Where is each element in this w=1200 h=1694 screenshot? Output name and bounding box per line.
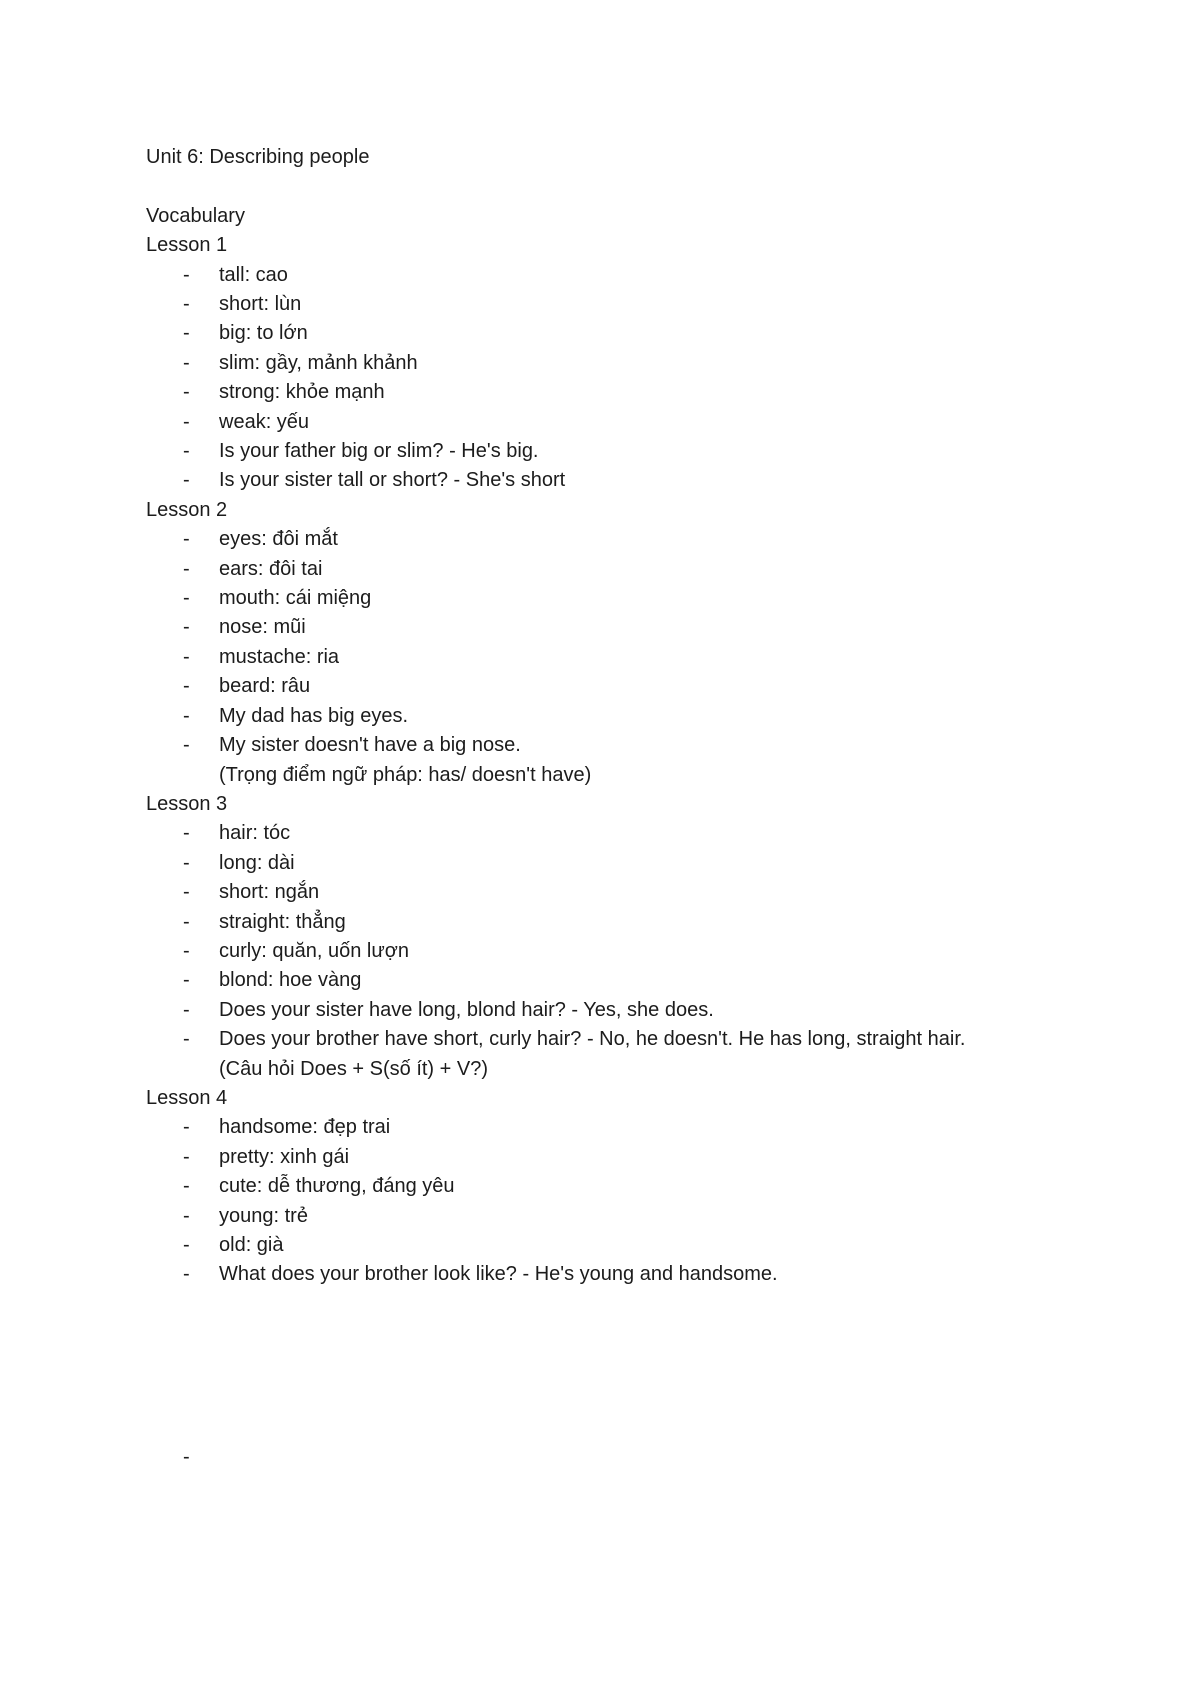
list-item — [146, 349, 1106, 378]
list-item — [146, 466, 1106, 495]
list-item — [146, 584, 1106, 613]
bullet-dash: - — [183, 1175, 190, 1198]
list-item — [146, 261, 1106, 290]
bullet-dash: - — [183, 675, 190, 698]
bullet-dash: - — [183, 704, 190, 727]
bullet-dash: - — [183, 1234, 190, 1257]
blank-line — [146, 172, 1106, 201]
list-item — [146, 643, 1106, 672]
list-item-text: Is your sister tall or short? - She's short — [219, 469, 566, 492]
list-item — [146, 1202, 1106, 1231]
list-item — [146, 849, 1106, 878]
list-item — [146, 702, 1106, 731]
list-item-text: young: trẻ — [219, 1204, 308, 1227]
list-item — [146, 937, 1106, 966]
vocabulary-list — [146, 525, 1106, 760]
bullet-dash: - — [183, 881, 190, 904]
bullet-dash: - — [183, 322, 190, 345]
bullet-dash: - — [183, 616, 190, 639]
bullet-dash: - — [183, 351, 190, 374]
list-item — [146, 908, 1106, 937]
document-title: Unit 6: Describing people — [146, 146, 370, 168]
list-item-text: handsome: đẹp trai — [219, 1116, 391, 1139]
list-item-text: My dad has big eyes. — [219, 704, 408, 727]
grammar-note: (Câu hỏi Does + S(số ít) + V?) — [219, 1057, 489, 1080]
list-item-text: hair: tóc — [219, 822, 291, 845]
vocabulary-list — [146, 819, 1106, 1054]
list-item-text: big: to lớn — [219, 322, 308, 345]
list-item-text: ears: đôi tai — [219, 557, 323, 580]
document-content — [146, 143, 1106, 1290]
list-item — [146, 408, 1106, 437]
bullet-dash: - — [183, 645, 190, 668]
list-item — [146, 290, 1106, 319]
list-item-text: cute: dễ thương, đáng yêu — [219, 1175, 455, 1198]
bullet-dash: - — [183, 1028, 190, 1051]
list-item-text: slim: gầy, mảnh khảnh — [219, 351, 418, 374]
lesson-heading: Lesson 2 — [146, 498, 228, 521]
list-item — [146, 672, 1106, 701]
grammar-note: (Trọng điểm ngữ pháp: has/ doesn't have) — [219, 763, 592, 786]
list-item-text: What does your brother look like? - He's young and handsome. — [219, 1263, 778, 1286]
bullet-dash: - — [183, 263, 190, 286]
bullet-dash: - — [183, 528, 190, 551]
bullet-dash: - — [183, 969, 190, 992]
list-item — [146, 525, 1106, 554]
bullet-dash: - — [183, 381, 190, 404]
list-item — [146, 1260, 1106, 1289]
empty-bullet: - — [183, 1446, 190, 1468]
list-item — [146, 437, 1106, 466]
bullet-dash: - — [183, 410, 190, 433]
bullet-dash: - — [183, 1116, 190, 1139]
section-heading-vocabulary: Vocabulary — [146, 204, 245, 227]
list-item — [146, 819, 1106, 848]
list-item-text: curly: quăn, uốn lượn — [219, 939, 409, 962]
list-item — [146, 1143, 1106, 1172]
list-item — [146, 378, 1106, 407]
lesson-heading: Lesson 3 — [146, 792, 228, 815]
bullet-dash: - — [183, 1263, 190, 1286]
list-item-text: tall: cao — [219, 263, 288, 286]
list-item-text: weak: yếu — [219, 410, 310, 433]
bullet-dash: - — [183, 910, 190, 933]
list-item-text: straight: thẳng — [219, 910, 346, 933]
list-item-text: blond: hoe vàng — [219, 969, 362, 992]
list-item-text: short: ngắn — [219, 881, 320, 904]
list-item — [146, 1113, 1106, 1142]
bullet-dash: - — [183, 822, 190, 845]
bullet-dash: - — [183, 557, 190, 580]
list-item — [146, 319, 1106, 348]
list-item-text: My sister doesn't have a big nose. — [219, 734, 521, 757]
list-item-text: long: dài — [219, 851, 295, 874]
bullet-dash: - — [183, 734, 190, 757]
list-item — [146, 1172, 1106, 1201]
bullet-dash: - — [183, 1145, 190, 1168]
bullet-dash: - — [183, 469, 190, 492]
list-item-text: mouth: cái miệng — [219, 587, 372, 610]
vocabulary-list — [146, 261, 1106, 496]
bullet-dash: - — [183, 587, 190, 610]
list-item-text: mustache: ria — [219, 645, 340, 668]
list-item-text: old: già — [219, 1234, 284, 1257]
list-item — [146, 966, 1106, 995]
list-item-text: eyes: đôi mắt — [219, 528, 338, 551]
lesson-heading: Lesson 1 — [146, 234, 228, 257]
bullet-dash: - — [183, 293, 190, 316]
list-item-text: Does your sister have long, blond hair? - Yes, she does. — [219, 998, 714, 1021]
bullet-dash: - — [183, 1204, 190, 1227]
bullet-dash: - — [183, 851, 190, 874]
lessons-container — [146, 231, 1106, 1290]
list-item — [146, 1025, 1106, 1054]
bullet-dash: - — [183, 939, 190, 962]
bullet-dash: - — [183, 440, 190, 463]
list-item — [146, 878, 1106, 907]
list-item-text: nose: mũi — [219, 616, 306, 639]
list-item-text: pretty: xinh gái — [219, 1145, 350, 1168]
lesson-heading: Lesson 4 — [146, 1086, 228, 1109]
list-item-text: strong: khỏe mạnh — [219, 381, 385, 404]
vocabulary-list — [146, 1113, 1106, 1289]
list-item-text: Does your brother have short, curly hair? - No, he doesn't. He has long, straight hair. — [219, 1028, 966, 1051]
list-item-text: Is your father big or slim? - He's big. — [219, 440, 539, 463]
list-item-text: beard: râu — [219, 675, 311, 698]
list-item — [146, 613, 1106, 642]
list-item — [146, 731, 1106, 760]
list-item — [146, 555, 1106, 584]
list-item — [146, 1231, 1106, 1260]
list-item-text: short: lùn — [219, 293, 302, 316]
list-item — [146, 996, 1106, 1025]
bullet-dash: - — [183, 998, 190, 1021]
